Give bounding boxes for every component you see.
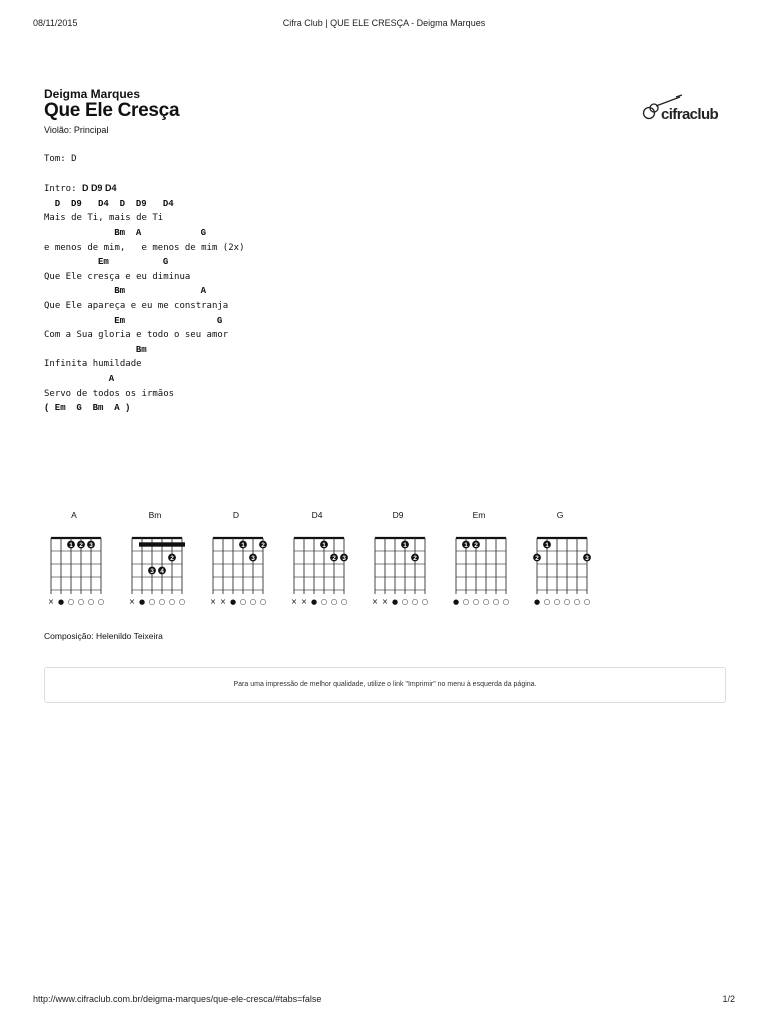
chord-diagram-d9[interactable] [362, 510, 434, 606]
chord-line: ( Em G Bm A ) [44, 403, 131, 414]
finger-dot [168, 554, 176, 562]
svg-text:2: 2 [474, 541, 478, 549]
string-marker: × [300, 597, 308, 606]
chord-name: D4 [311, 510, 323, 520]
chord-diagram-g[interactable] [524, 510, 596, 606]
chord-line: Em G [44, 315, 223, 326]
string-marker: ○ [168, 597, 176, 606]
chord-diagram-d4[interactable] [281, 510, 353, 606]
string-marker: ○ [553, 597, 561, 606]
string-marker: × [290, 597, 298, 606]
instrument-label: Violão: Principal [44, 125, 109, 135]
finger-dot [411, 554, 419, 562]
string-marker: ● [452, 598, 460, 606]
fretboard [524, 522, 596, 606]
lyric-line: e menos de mim, e menos de mim (2x) [44, 242, 245, 253]
svg-text:3: 3 [150, 567, 154, 575]
chord-name: D9 [392, 510, 404, 520]
barre [139, 542, 185, 546]
string-marker: ● [138, 598, 146, 606]
page-url: http://www.cifraclub.com.br/deigma-marques/que-ele-cresca/#tabs=false [33, 994, 322, 1004]
svg-text:1: 1 [403, 541, 407, 549]
svg-text:3: 3 [251, 554, 255, 562]
svg-text:2: 2 [170, 554, 174, 562]
string-marker: × [219, 597, 227, 606]
chord-name: Bm [148, 510, 162, 520]
svg-text:2: 2 [79, 541, 83, 549]
song-title: Que Ele Cresça [44, 100, 180, 121]
finger-dot [533, 554, 541, 562]
string-marker: ○ [148, 597, 156, 606]
string-marker: × [128, 597, 136, 606]
cifraclub-logo[interactable] [640, 94, 720, 124]
svg-text:4: 4 [160, 567, 164, 575]
chord-line: Em G [44, 257, 169, 268]
svg-text:1: 1 [69, 541, 73, 549]
finger-dot [87, 541, 95, 549]
lyric-line: Servo de todos os irmãos [44, 388, 175, 399]
svg-text:2: 2 [332, 554, 336, 562]
fretboard [200, 522, 272, 606]
svg-text:2: 2 [535, 554, 539, 562]
fretboard [362, 522, 434, 606]
finger-dot [340, 554, 348, 562]
string-marker: ○ [492, 597, 500, 606]
fretboard [38, 522, 110, 606]
finger-dot [320, 541, 328, 549]
finger-dot [158, 567, 166, 575]
finger-dot [77, 541, 85, 549]
chord-name: A [71, 510, 77, 520]
artist-name[interactable]: Deigma Marques [44, 87, 141, 101]
svg-text:2: 2 [413, 554, 417, 562]
string-marker: ○ [330, 597, 338, 606]
composer-credit: Composição: Helenildo Teixeira [44, 631, 163, 641]
svg-text:1: 1 [545, 541, 549, 549]
print-page-title: Cifra Club | QUE ELE CRESÇA - Deigma Marques [282, 18, 486, 28]
svg-text:3: 3 [342, 554, 346, 562]
string-marker: ○ [543, 597, 551, 606]
chord-line: D D9 D4 D D9 D4 [44, 198, 174, 209]
lyric-line: Tom: D [44, 154, 77, 164]
lyric-line: Que Ele apareça e eu me constranja [44, 300, 229, 311]
string-marker: ○ [502, 597, 510, 606]
string-marker: ○ [563, 597, 571, 606]
string-marker: ○ [401, 597, 409, 606]
string-marker: ○ [87, 597, 95, 606]
lyric-line: Infinita humildade [44, 359, 142, 370]
chord-line: Bm [44, 344, 147, 355]
print-notice: Para uma impressão de melhor qualidade, utilize o link "Imprimir" no menu à esquerda da página. [44, 667, 726, 703]
intro-chords[interactable]: D D9 D4 [81, 183, 117, 194]
chord-diagram-d[interactable] [200, 510, 272, 606]
fretboard [281, 522, 353, 606]
string-marker: ○ [411, 597, 419, 606]
string-marker: ○ [249, 597, 257, 606]
string-marker: × [47, 597, 55, 606]
string-marker: ○ [472, 597, 480, 606]
string-marker: × [371, 597, 379, 606]
chord-diagram-bm[interactable] [119, 510, 191, 606]
chord-line: A [44, 373, 115, 384]
chord-line: Bm A G [44, 227, 207, 238]
svg-text:1: 1 [322, 541, 326, 549]
lyric-line [44, 167, 244, 182]
string-marker: ○ [239, 597, 247, 606]
string-marker: × [209, 597, 217, 606]
fretboard [443, 522, 515, 606]
fretboard [119, 522, 191, 606]
svg-text:2: 2 [261, 541, 265, 549]
logo-text: cifraclub [661, 106, 719, 123]
chord-name: G [556, 510, 564, 520]
string-marker: × [381, 597, 389, 606]
string-marker: ● [391, 598, 399, 606]
finger-dot [401, 541, 409, 549]
lyric-line: Mais de Ti, mais de Ti [44, 213, 164, 224]
string-marker: ○ [97, 597, 105, 606]
finger-dot [462, 541, 470, 549]
print-date: 08/11/2015 [33, 18, 78, 28]
string-marker: ○ [77, 597, 85, 606]
finger-dot [148, 567, 156, 575]
svg-text:1: 1 [464, 541, 468, 549]
finger-dot [249, 554, 257, 562]
string-marker: ○ [583, 597, 591, 606]
chord-sheet [44, 152, 244, 416]
string-marker: ○ [482, 597, 490, 606]
finger-dot [583, 554, 591, 562]
svg-text:3: 3 [585, 554, 589, 562]
intro-line [44, 181, 244, 197]
finger-dot [472, 541, 480, 549]
finger-dot [259, 541, 267, 549]
string-marker: ● [57, 598, 65, 606]
string-marker: ○ [421, 597, 429, 606]
string-marker: ○ [320, 597, 328, 606]
lyric-line: Que Ele cresça e eu diminua [44, 271, 191, 282]
lyric-line: Com a Sua gloria e todo o seu amor [44, 330, 229, 341]
string-marker: ○ [573, 597, 581, 606]
string-marker: ● [310, 598, 318, 606]
finger-dot [543, 541, 551, 549]
finger-dot [67, 541, 75, 549]
chord-diagram-a[interactable] [38, 510, 110, 606]
string-marker: ○ [259, 597, 267, 606]
finger-dot [330, 554, 338, 562]
string-marker: ○ [158, 597, 166, 606]
page-number: 1/2 [722, 994, 735, 1004]
string-marker: ● [533, 598, 541, 606]
intro-label: Intro: [44, 184, 82, 195]
string-marker: ○ [178, 597, 186, 606]
chord-diagram-em[interactable] [443, 510, 515, 606]
chord-name: Em [472, 510, 486, 520]
string-marker: ○ [67, 597, 75, 606]
chord-line: Bm A [44, 286, 207, 297]
string-marker: ● [229, 598, 237, 606]
string-marker: ○ [340, 597, 348, 606]
finger-dot [239, 541, 247, 549]
svg-text:1: 1 [241, 541, 245, 549]
svg-text:3: 3 [89, 541, 93, 549]
string-marker: ○ [462, 597, 470, 606]
chord-name: D [232, 510, 240, 520]
